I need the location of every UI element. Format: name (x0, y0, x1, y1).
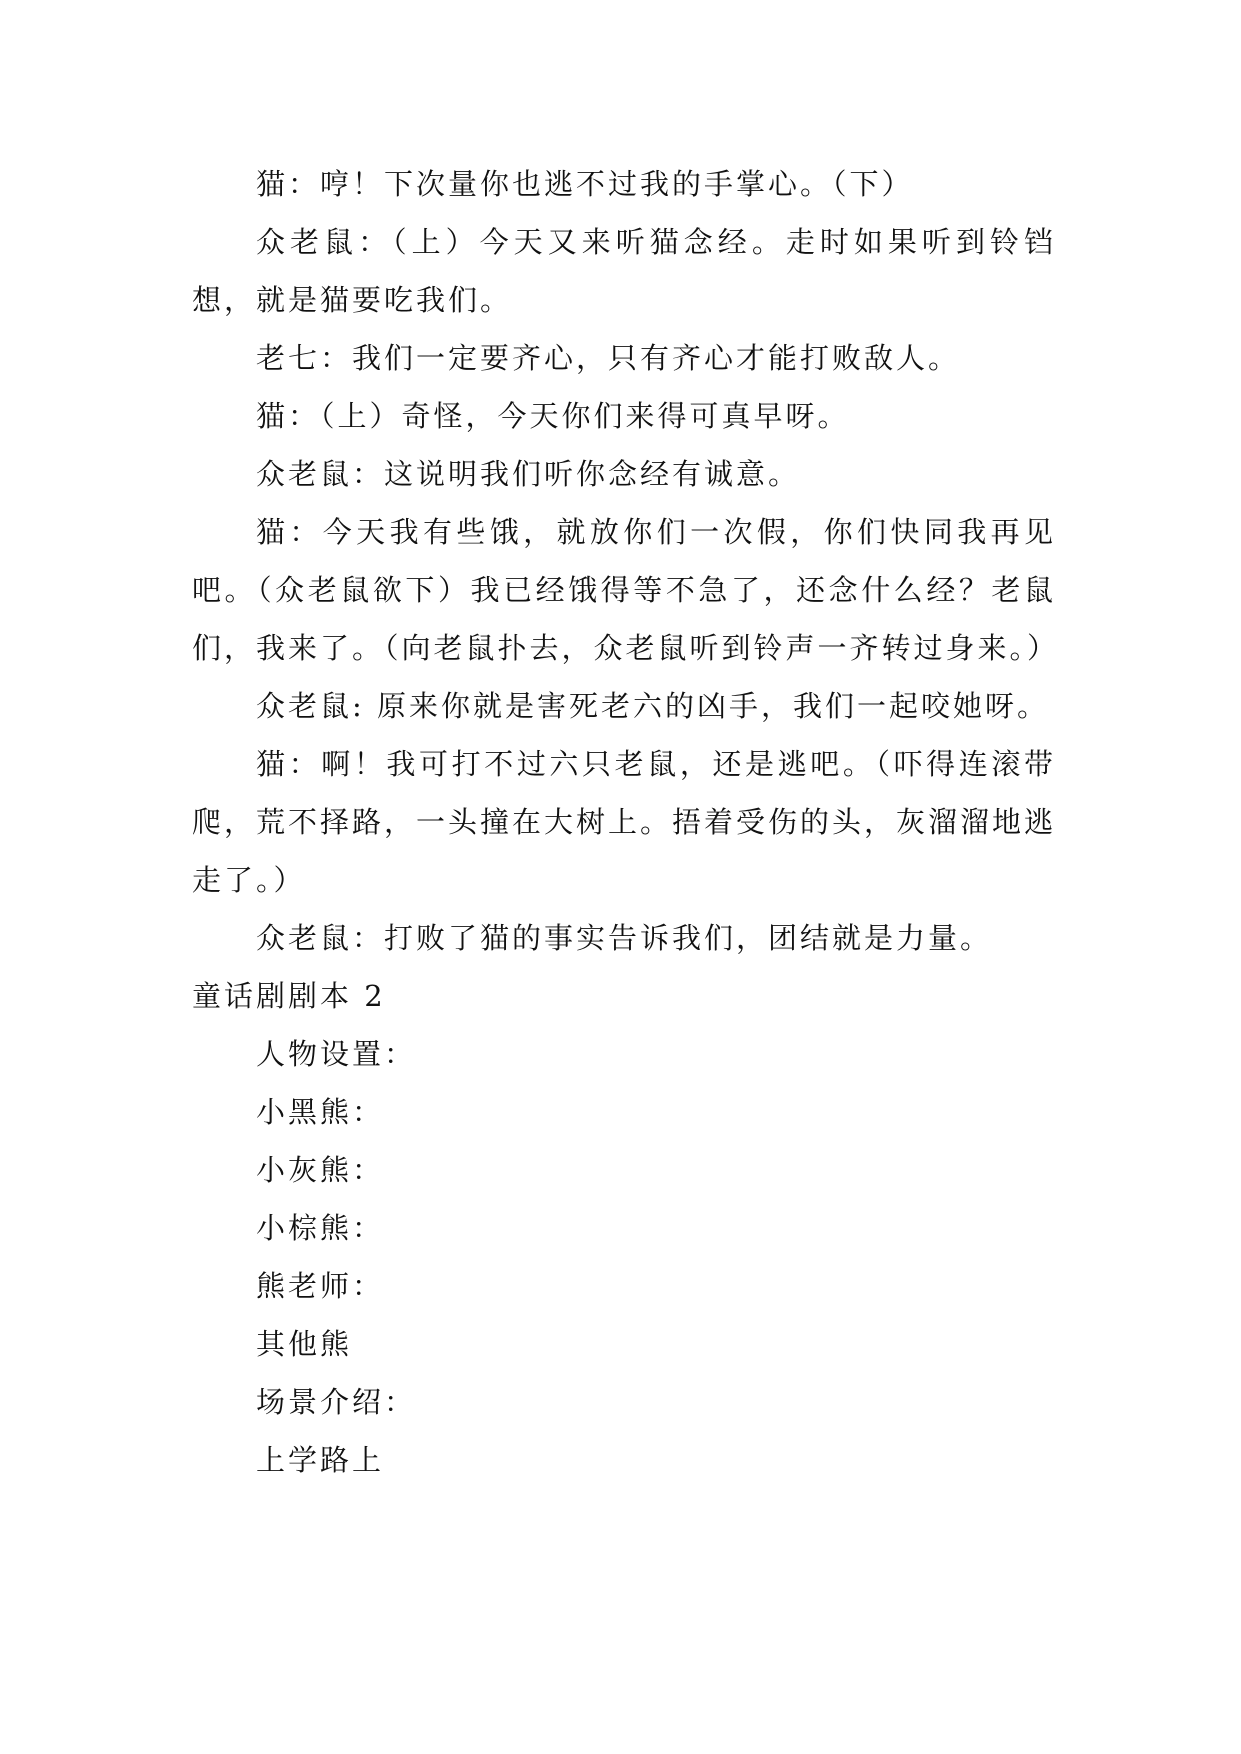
paragraph: 上学路上 (256, 1443, 385, 1477)
section-heading: 童话剧剧本 2 (192, 979, 386, 1013)
paragraph: 众老鼠: 原来你就是害死老六的凶手，我们一起咬她呀。 (256, 689, 1049, 723)
paragraph: 老七：我们一定要齐心，只有齐心才能打败敌人。 (256, 341, 961, 375)
paragraph: 人物设置： (256, 1037, 417, 1071)
paragraph: 猫：（上）奇怪，今天你们来得可真早呀。 (256, 399, 850, 433)
document-body (192, 155, 1060, 1489)
paragraph: 小灰熊： (256, 1153, 385, 1187)
paragraph: 猫：啊！我可打不过六只老鼠，还是逃吧。（吓得连滚带爬，荒不择路，一头撞在大树上。捂着受伤的头，灰溜溜地逃走了。） (192, 747, 1057, 897)
paragraph: 小棕熊： (256, 1211, 385, 1245)
paragraph: 猫：哼！下次量你也逃不过我的手掌心。（下） (256, 167, 914, 201)
paragraph: 众老鼠：（上）今天又来听猫念经。走时如果听到铃铛想，就是猫要吃我们。 (192, 225, 1056, 317)
paragraph: 众老鼠：打败了猫的事实告诉我们，团结就是力量。 (256, 921, 993, 955)
paragraph: 场景介绍： (256, 1385, 417, 1419)
paragraph: 熊老师： (256, 1269, 385, 1303)
paragraph: 小黑熊： (256, 1095, 385, 1129)
paragraph: 其他熊 (256, 1327, 353, 1361)
paragraph: 众老鼠：这说明我们听你念经有诚意。 (256, 457, 801, 491)
paragraph: 猫：今天我有些饿，就放你们一次假，你们快同我再见吧。（众老鼠欲下）我已经饿得等不急了，还念什么经？老鼠们，我来了。（向老鼠扑去，众老鼠听到铃声一齐转过身来。） (192, 515, 1060, 665)
